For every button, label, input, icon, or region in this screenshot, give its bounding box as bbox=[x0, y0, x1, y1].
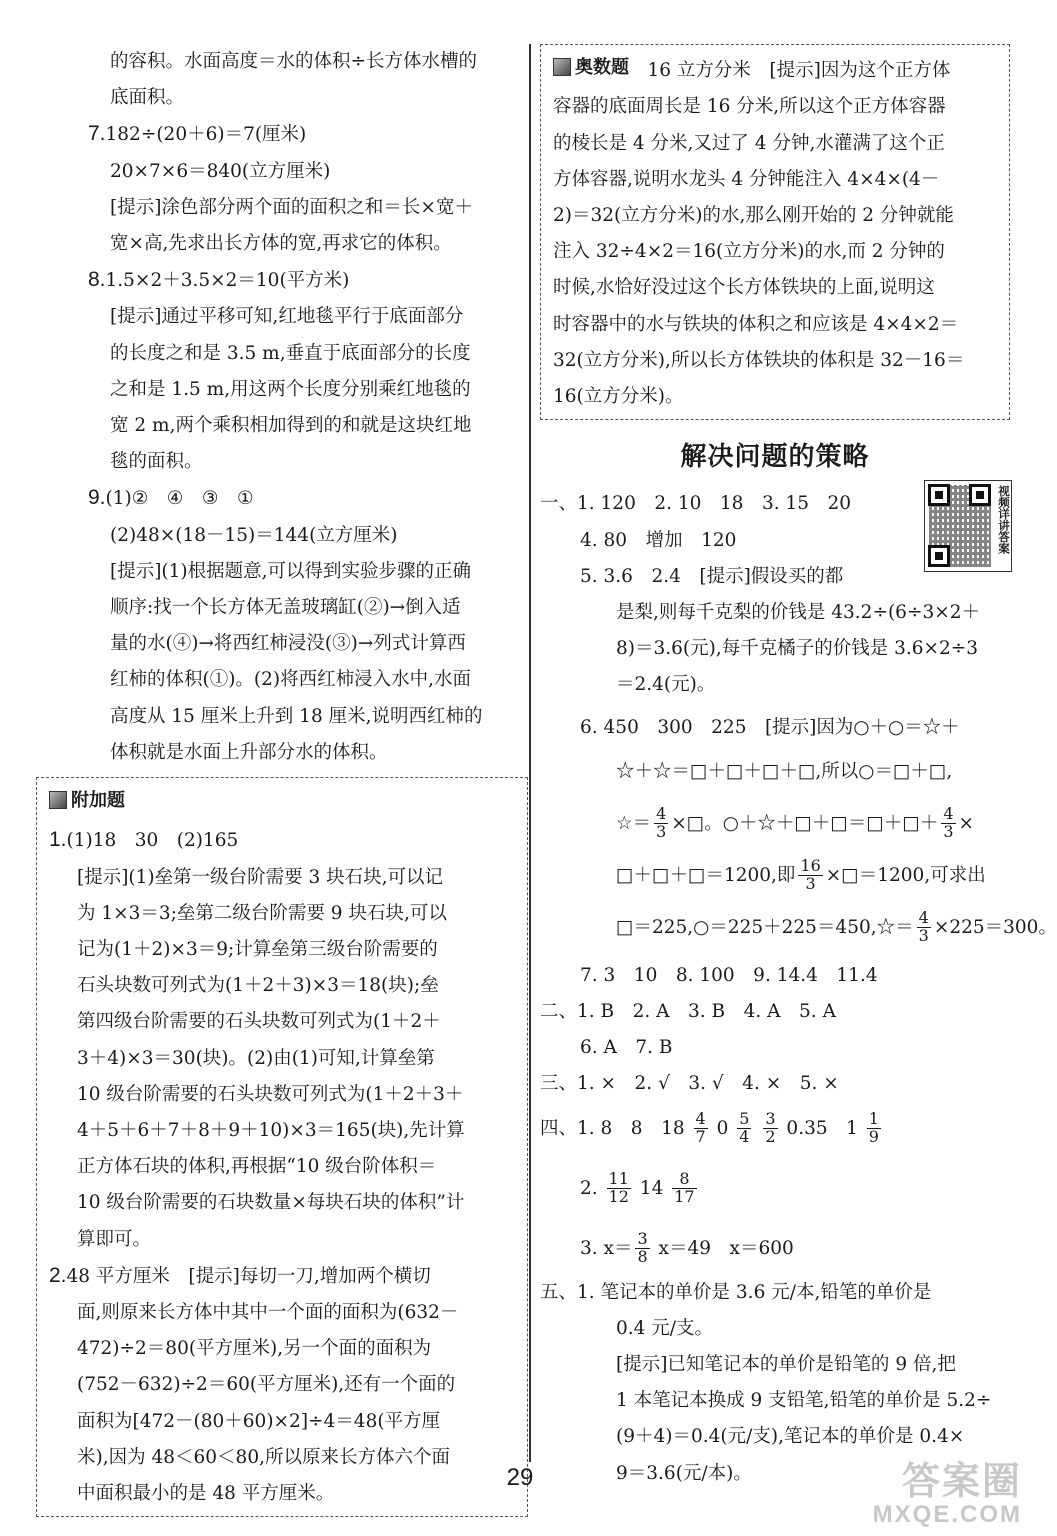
watermark-site: MXQE.COM bbox=[872, 1501, 1022, 1528]
qr-finder bbox=[969, 484, 991, 506]
line-text: 石头块数可列式为(1＋2＋3)×3＝18(块);垒 bbox=[77, 975, 439, 997]
question-number: 9. bbox=[88, 486, 106, 510]
line-text: (1)18 30 (2)165 bbox=[66, 830, 239, 852]
line-text: 底面积。 bbox=[110, 87, 185, 109]
page-number: 29 bbox=[506, 1464, 534, 1491]
line-text: 第四级台阶需要的石头块数可列式为(1＋2＋ bbox=[77, 1011, 441, 1033]
section-title: 解决问题的策略 bbox=[680, 441, 870, 472]
answer-line bbox=[49, 1367, 517, 1403]
line-text: 米),因为 48＜60＜80,所以原来长方体六个面 bbox=[77, 1446, 450, 1468]
line-text: 10 级台阶需要的石块数量×每块石块的体积”计 bbox=[77, 1192, 465, 1214]
qr-code[interactable] bbox=[924, 480, 1012, 572]
line-text: 毯的面积。 bbox=[110, 451, 203, 473]
line-text: 顺序:找一个长方体无盖玻璃缸(②)→倒入适 bbox=[110, 597, 461, 619]
answer-line: [提示]已知笔记本的单价是铅笔的 9 倍,把 bbox=[616, 1353, 956, 1375]
answer-line: 方体容器,说明水龙头 4 分钟能注入 4×4×(4－ bbox=[553, 168, 940, 190]
fraction: $\frac{4}{3}$ bbox=[943, 804, 954, 842]
fraction: $\frac{11}{12}$ bbox=[608, 1169, 629, 1207]
fraction: $\frac{8}{17}$ bbox=[674, 1169, 695, 1207]
answer-line: 0.4 元/支。 bbox=[616, 1317, 714, 1339]
line-text: (752－632)÷2＝60(平方厘米),还有一个面的 bbox=[77, 1374, 456, 1396]
line-text: 为 1×3＝3;垒第二级台阶需要 9 块石块,可以 bbox=[77, 902, 447, 924]
olympiad-answer: 16 立方分米 [提示]因为这个正方体 bbox=[629, 60, 951, 82]
line-text: 宽×高,先求出长方体的宽,再求它的体积。 bbox=[110, 233, 452, 255]
answer-line: □＝225,○＝225＋225＝450,☆＝ $\frac{4}{3}$ ×225＝300。 bbox=[616, 908, 1057, 946]
qr-finder bbox=[928, 484, 950, 506]
fraction: $\frac{4}{3}$ bbox=[918, 908, 929, 946]
question-number: 7. bbox=[88, 122, 106, 146]
fraction: $\frac{5}{4}$ bbox=[739, 1109, 750, 1147]
answer-line bbox=[60, 444, 522, 480]
answer-line: 6. 450 300 225 [提示]因为○＋○＝☆＋ bbox=[580, 716, 960, 738]
answer-line bbox=[49, 1404, 517, 1440]
part-four bbox=[540, 1103, 1010, 1275]
answer-line bbox=[49, 1258, 517, 1295]
answer-line bbox=[60, 190, 522, 226]
answer-line bbox=[49, 860, 517, 896]
answer-line bbox=[49, 1041, 517, 1077]
line-text: 的长度之和是 3.5 m,垂直于底面部分的长度 bbox=[110, 342, 471, 364]
answer-line: ＝2.4(元)。 bbox=[616, 674, 716, 696]
answer-line: 时容器中的水与铁块的体积之和应该是 4×4×2＝ bbox=[553, 313, 959, 335]
fraction: $\frac{4}{3}$ bbox=[656, 804, 667, 842]
square-icon bbox=[553, 58, 571, 76]
olympiad-title: 奥数题 bbox=[553, 49, 629, 85]
answer-line bbox=[60, 662, 522, 698]
answer-line bbox=[60, 226, 522, 262]
answer-line: 9＝3.6(元/本)。 bbox=[616, 1462, 752, 1484]
line-text: [提示]通过平移可知,红地毯平行于底面部分 bbox=[110, 306, 464, 328]
part-three bbox=[540, 1066, 1010, 1102]
answer-line bbox=[60, 372, 522, 408]
answer-line bbox=[60, 590, 522, 626]
answer-line: 五、1. 笔记本的单价是 3.6 元/本,铅笔的单价是 bbox=[540, 1281, 932, 1303]
answer-line: 16(立方分米)。 bbox=[553, 385, 684, 407]
answer-line: 的棱长是 4 分米,又过了 4 分钟,水灌满了这个正 bbox=[553, 132, 945, 154]
qr-label: 视频详讲答案 bbox=[997, 485, 1009, 554]
line-text: 体积就是水面上升部分水的体积。 bbox=[110, 741, 388, 763]
answer-line: 三、1. × 2. √ 3. √ 4. × 5. × bbox=[540, 1073, 839, 1095]
answer-line bbox=[60, 262, 522, 299]
answer-line bbox=[49, 1077, 517, 1113]
line-text: 量的水(④)→将西红柿浸没(③)→列式计算西 bbox=[110, 633, 466, 655]
question-number: 2. bbox=[49, 1263, 67, 1287]
answer-line: 注入 32÷4×2＝16(立方分米)的水,而 2 分钟的 bbox=[553, 241, 945, 263]
line-text: [提示](1)垒第一级台阶需要 3 块石块,可以记 bbox=[77, 866, 444, 888]
answer-line bbox=[49, 1185, 517, 1221]
fraction: $\frac{1}{9}$ bbox=[868, 1109, 879, 1147]
line-text: 48 平方厘米 [提示]每切一刀,增加两个横切 bbox=[66, 1265, 431, 1287]
answer-line bbox=[60, 626, 522, 662]
fraction: $\frac{16}{3}$ bbox=[800, 856, 821, 894]
answer-line bbox=[49, 968, 517, 1004]
answer-line: □＋□＋□＝1200,即 $\frac{16}{3}$ ×□＝1200,可求出 bbox=[616, 856, 986, 894]
line-text: 宽 2 m,两个乘积相加得到的和就是这块红地 bbox=[110, 415, 472, 437]
olympiad-lines bbox=[553, 89, 999, 415]
answer-line bbox=[49, 1331, 517, 1367]
answer-line bbox=[49, 1295, 517, 1331]
answer-line bbox=[49, 1113, 517, 1149]
answer-line bbox=[60, 480, 522, 517]
qr-finder bbox=[928, 545, 950, 567]
line-text: [提示]涂色部分两个面的面积之和＝长×宽＋ bbox=[110, 196, 473, 218]
olympiad-box bbox=[540, 44, 1010, 420]
line-text: 3＋4)×3＝30(块)。(2)由(1)可知,计算垒第 bbox=[77, 1047, 435, 1069]
answer-line bbox=[60, 80, 522, 116]
line-text: 4＋5＋6＋7＋8＋9＋10)×3＝165(块),先计算 bbox=[77, 1119, 465, 1141]
answer-line bbox=[60, 299, 522, 335]
answer-line bbox=[60, 44, 522, 80]
answer-line: 容器的底面周长是 16 分米,所以这个正方体容器 bbox=[553, 96, 946, 118]
left-column bbox=[49, 44, 522, 1517]
line-text: 10 级台阶需要的石头块数可列式为(1＋2＋3＋ bbox=[77, 1083, 464, 1105]
answer-line bbox=[49, 932, 517, 968]
column-divider bbox=[529, 44, 531, 1462]
line-text: 高度从 15 厘米上升到 18 厘米,说明西红柿的 bbox=[110, 705, 483, 727]
right-column bbox=[540, 44, 1057, 1492]
watermark-logo: 答案圈 bbox=[901, 1461, 1022, 1503]
answer-line: 一、1. 120 2. 10 18 3. 15 20 bbox=[540, 493, 852, 515]
line-text: 面积为[472－(80＋60)×2]÷4＝48(平方厘 bbox=[77, 1410, 441, 1432]
bonus-box bbox=[36, 777, 528, 1517]
answer-line bbox=[49, 896, 517, 932]
answer-line bbox=[49, 1222, 517, 1258]
line-text: 正方体石块的体积,再根据“10 级台阶体积＝ bbox=[77, 1156, 437, 1178]
fraction: $\frac{3}{2}$ bbox=[765, 1109, 776, 1147]
line-text: 面,则原来长方体中其中一个面的面积为(632－ bbox=[77, 1302, 459, 1323]
answer-line bbox=[60, 518, 522, 554]
line-text: 红柿的体积(①)。(2)将西红柿浸入水中,水面 bbox=[110, 669, 472, 691]
answer-line: 二、1. B 2. A 3. B 4. A 5. A bbox=[540, 1000, 836, 1022]
part-five bbox=[540, 1275, 1010, 1492]
line-text: 算即可。 bbox=[77, 1228, 152, 1250]
line-text: 20×7×6＝840(立方厘米) bbox=[110, 160, 331, 182]
answer-line: ☆＋☆＝□＋□＋□＋□,所以○＝□＋□, bbox=[616, 760, 953, 782]
question-number: 8. bbox=[88, 268, 106, 292]
part-two bbox=[540, 994, 1010, 1066]
answer-line bbox=[49, 1004, 517, 1040]
answer-line: 3. x＝ $\frac{3}{8}$ x＝49 x＝600 bbox=[580, 1229, 794, 1267]
answer-line bbox=[60, 154, 522, 190]
answer-line: 4. 80 增加 120 bbox=[580, 529, 737, 551]
question-number: 1. bbox=[49, 828, 67, 852]
answer-line: 8)＝3.6(元),每千克橘子的价钱是 3.6×2÷3 bbox=[616, 638, 979, 660]
answer-line: 7. 3 10 8. 100 9. 14.4 11.4 bbox=[580, 964, 878, 986]
square-icon bbox=[49, 791, 67, 809]
line-text: (1)② ④ ③ ① bbox=[105, 488, 254, 510]
answer-line bbox=[60, 735, 522, 771]
answer-line: 四、1. 8 8 18 $\frac{4}{7}$ 0 $\frac{5}{4}$ $\frac{3}{2}$ 0.35 1 $\frac{1}{9}$ bbox=[540, 1109, 879, 1147]
answer-line bbox=[49, 822, 517, 859]
answer-line bbox=[49, 1149, 517, 1185]
answer-line: 2. $\frac{11}{12}$ 14 $\frac{8}{17}$ bbox=[580, 1169, 695, 1207]
line-text: (2)48×(18－15)＝144(立方厘米) bbox=[110, 524, 398, 546]
watermark bbox=[852, 1462, 1022, 1532]
line-text: 之和是 1.5 m,用这两个长度分别乘红地毯的 bbox=[110, 378, 471, 400]
answer-line: 时候,水恰好没过这个长方体铁块的上面,说明这 bbox=[553, 277, 935, 299]
answer-line bbox=[60, 408, 522, 444]
answer-line: (9＋4)＝0.4(元/支),笔记本的单价是 0.4× bbox=[616, 1426, 965, 1448]
answer-line: 是梨,则每千克梨的价钱是 43.2÷(6÷3×2＋ bbox=[616, 601, 980, 623]
line-text: 472)÷2＝80(平方厘米),另一个面的面积为 bbox=[77, 1338, 432, 1360]
answer-line: 1 本笔记本换成 9 支铅笔,铅笔的单价是 5.2÷ bbox=[616, 1390, 992, 1412]
answer-line bbox=[60, 554, 522, 590]
line-text: 1.5×2＋3.5×2＝10(平方米) bbox=[105, 270, 350, 292]
answer-line: 6. A 7. B bbox=[580, 1037, 673, 1059]
line-text: 182÷(20＋6)＝7(厘米) bbox=[105, 124, 307, 146]
line-text: 中面积最小的是 48 平方厘米。 bbox=[77, 1483, 335, 1505]
fraction: $\frac{3}{8}$ bbox=[637, 1229, 648, 1267]
answer-line bbox=[60, 699, 522, 735]
answer-line: 5. 3.6 2.4 [提示]假设买的都 bbox=[580, 565, 844, 587]
answer-line bbox=[60, 336, 522, 372]
answer-line: ☆＝ $\frac{4}{3}$ ×□。○＋☆＋□＋□＝□＋□＋ $\frac{4}{3}$ × bbox=[616, 804, 975, 842]
line-text: [提示](1)根据题意,可以得到实验步骤的正确 bbox=[110, 560, 472, 582]
line-text: 的容积。水面高度＝水的体积÷长方体水槽的 bbox=[110, 51, 478, 72]
answer-line: 32(立方分米),所以长方体铁块的体积是 32－16＝ bbox=[553, 349, 965, 371]
answer-line bbox=[60, 116, 522, 153]
line-text: 记为(1＋2)×3＝9;计算垒第三级台阶需要的 bbox=[77, 938, 438, 960]
answer-line: 2)＝32(立方分米)的水,那么刚开始的 2 分钟就能 bbox=[553, 204, 954, 226]
bonus-title: 附加题 bbox=[49, 782, 125, 818]
fraction: $\frac{4}{7}$ bbox=[695, 1109, 706, 1147]
